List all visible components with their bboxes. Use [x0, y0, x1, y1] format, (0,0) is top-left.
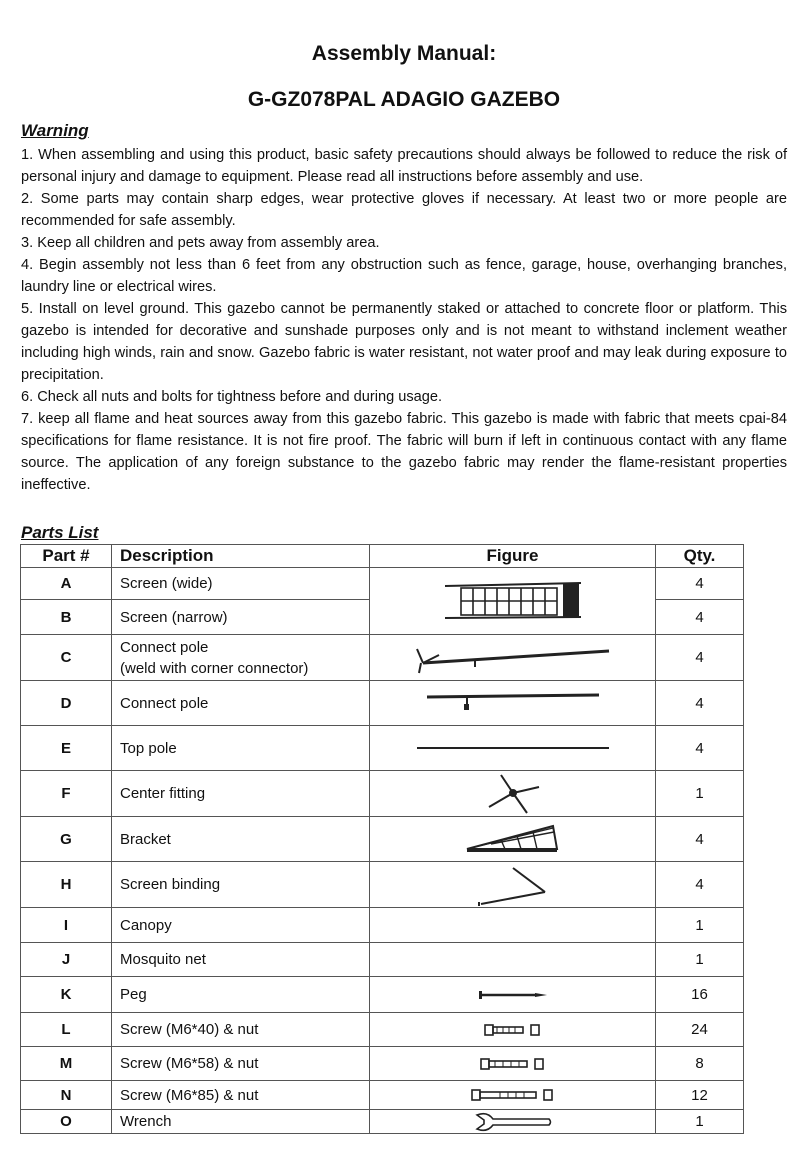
table-row [21, 908, 744, 943]
screen-panel-icon [443, 580, 583, 622]
part-figure [370, 681, 656, 726]
warning-item: 5. Install on level ground. This gazebo cannot be permanently staked or attached to concrete floor or platform. This gazebo is intended for decorative and sunshade purposes only and is not meant to withstand inclement weather including high winds, rain and snow. Gazebo fabric is water resistant, not water proof and may leak during exposure to precipitation. [21, 301, 787, 383]
col-part: Part # [21, 545, 112, 568]
screw-nut-icon [470, 1087, 556, 1103]
part-desc: Screen (wide) [112, 568, 370, 600]
part-id: M [21, 1047, 112, 1081]
part-qty: 4 [656, 635, 744, 681]
col-figure: Figure [370, 545, 656, 568]
part-id: I [21, 908, 112, 943]
connect-pole-corner-icon [413, 641, 613, 675]
part-desc: Top pole [112, 726, 370, 771]
bracket-icon [465, 822, 561, 856]
table-row [21, 1081, 744, 1110]
part-desc: Connect pole [112, 681, 370, 726]
part-qty: 8 [656, 1047, 744, 1081]
center-fitting-icon [483, 773, 543, 815]
part-figure [370, 568, 656, 635]
warning-item: 1. When assembling and using this product, basic safety precautions should always be followed to reduce the risk of personal injury and damage to equipment. Please read all instructions before assembly and use. [21, 147, 787, 185]
part-qty: 4 [656, 862, 744, 908]
warning-item: 7. keep all flame and heat sources away from this gazebo fabric. This gazebo is made with fabric that meets cpai-84 specifications for flame resistance. It is not fire proof. The fabric will burn if left in continuous contact with any flame source. The application of any foreign substance to the gazebo fabric may render the flame-resistant properties ineffective. [21, 411, 787, 493]
part-figure [370, 771, 656, 817]
table-row [21, 1110, 744, 1134]
table-row [21, 943, 744, 977]
part-desc-line: (weld with corner connector) [120, 659, 309, 677]
part-figure [370, 1110, 656, 1134]
part-qty: 4 [656, 681, 744, 726]
part-qty: 1 [656, 943, 744, 977]
part-figure [370, 908, 656, 943]
screen-binding-icon [473, 864, 553, 906]
part-id: E [21, 726, 112, 771]
part-desc: Screw (M6*85) & nut [112, 1081, 370, 1110]
connect-pole-icon [423, 689, 603, 717]
part-figure [370, 862, 656, 908]
peg-icon [477, 988, 549, 1002]
table-row [21, 817, 744, 862]
part-id: O [21, 1110, 112, 1134]
table-row [21, 1047, 744, 1081]
part-figure [370, 1013, 656, 1047]
table-row [21, 726, 744, 771]
part-id: C [21, 635, 112, 681]
part-qty: 4 [656, 568, 744, 600]
part-id: G [21, 817, 112, 862]
part-id: D [21, 681, 112, 726]
table-row [21, 862, 744, 908]
part-figure [370, 943, 656, 977]
part-qty: 1 [656, 1110, 744, 1134]
part-desc: Screw (M6*40) & nut [112, 1013, 370, 1047]
warning-heading: Warning [21, 121, 89, 140]
part-qty: 4 [656, 817, 744, 862]
part-desc-line: Connect pole [120, 638, 209, 656]
table-row [21, 568, 744, 600]
warning-item: 6. Check all nuts and bolts for tightness before and during usage. [21, 389, 443, 405]
part-id: J [21, 943, 112, 977]
part-figure [370, 1081, 656, 1110]
col-description: Description [112, 545, 370, 568]
screw-nut-icon [479, 1056, 547, 1072]
part-figure [370, 635, 656, 681]
parts-list-heading: Parts List [21, 523, 99, 542]
part-desc: Screen binding [112, 862, 370, 908]
part-desc: Center fitting [112, 771, 370, 817]
part-id: B [21, 600, 112, 635]
part-figure [370, 817, 656, 862]
part-id: K [21, 977, 112, 1013]
part-qty: 16 [656, 977, 744, 1013]
part-desc: Screen (narrow) [112, 600, 370, 635]
part-id: L [21, 1013, 112, 1047]
warning-list [21, 144, 787, 496]
col-qty: Qty. [656, 545, 744, 568]
warning-item: 4. Begin assembly not less than 6 feet from any obstruction such as fence, garage, house, overhanging branches, laundry line or electrical wires. [21, 257, 787, 295]
table-row [21, 977, 744, 1013]
part-qty: 12 [656, 1081, 744, 1110]
part-desc [112, 635, 370, 681]
parts-table [20, 544, 744, 1134]
wrench-icon [473, 1111, 553, 1133]
part-qty: 1 [656, 771, 744, 817]
part-id: A [21, 568, 112, 600]
top-pole-icon [413, 742, 613, 754]
warning-item: 2. Some parts may contain sharp edges, wear protective gloves if necessary. At least two or more people are recommended for safe assembly. [21, 191, 787, 229]
part-desc: Bracket [112, 817, 370, 862]
part-qty: 4 [656, 726, 744, 771]
screw-nut-icon [483, 1022, 543, 1038]
table-row [21, 1013, 744, 1047]
part-desc: Screw (M6*58) & nut [112, 1047, 370, 1081]
table-header-row [21, 545, 744, 568]
part-id: F [21, 771, 112, 817]
part-id: H [21, 862, 112, 908]
part-desc: Canopy [112, 908, 370, 943]
part-figure [370, 726, 656, 771]
part-id: N [21, 1081, 112, 1110]
page-title: Assembly Manual: [311, 42, 497, 65]
part-desc: Wrench [112, 1110, 370, 1134]
table-row [21, 681, 744, 726]
part-desc: Peg [112, 977, 370, 1013]
part-qty: 4 [656, 600, 744, 635]
table-row [21, 635, 744, 681]
part-qty: 1 [656, 908, 744, 943]
product-title: G-GZ078PAL ADAGIO GAZEBO [247, 88, 561, 111]
part-figure [370, 977, 656, 1013]
warning-item: 3. Keep all children and pets away from assembly area. [21, 235, 380, 251]
part-figure [370, 1047, 656, 1081]
part-desc: Mosquito net [112, 943, 370, 977]
table-row [21, 771, 744, 817]
part-qty: 24 [656, 1013, 744, 1047]
